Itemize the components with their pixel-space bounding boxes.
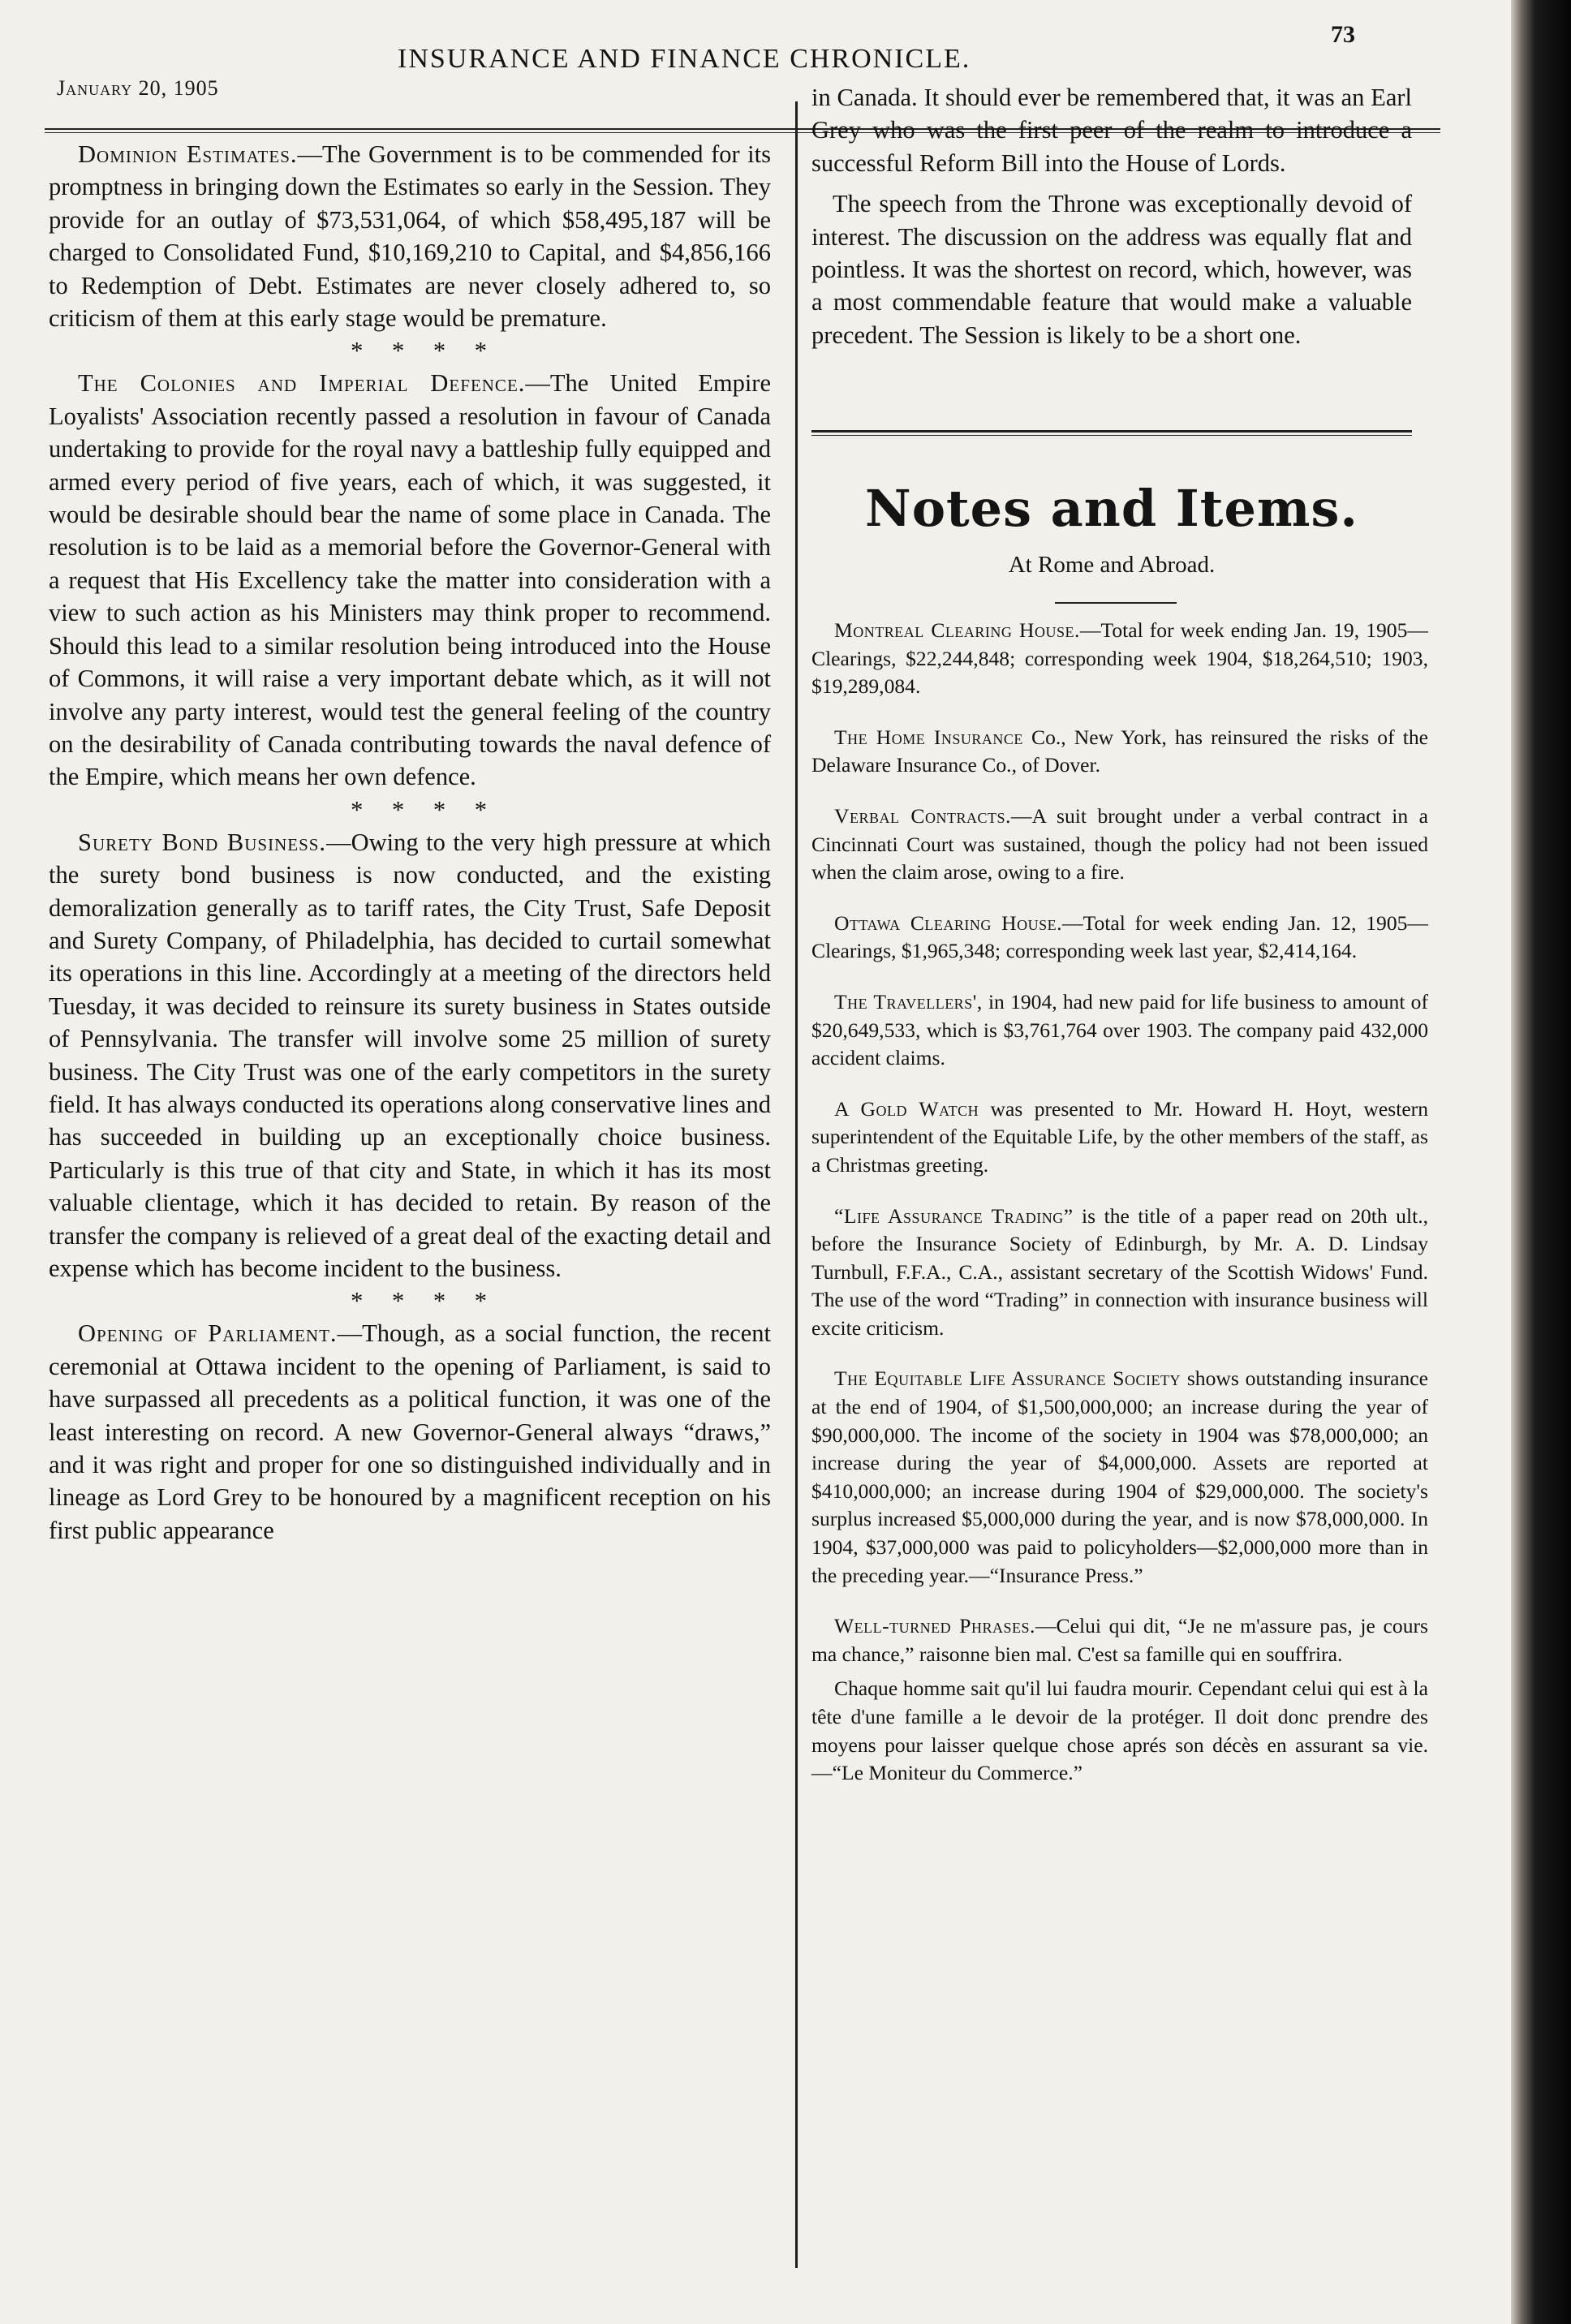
note-item (811, 1675, 1428, 1787)
journal-title: INSURANCE AND FINANCE CHRONICLE. (398, 44, 971, 74)
note-item (811, 1612, 1428, 1668)
note-body: shows outstanding insurance at the end of 1904, of $1,500,000,000; an increase during the year of $90,000,000. The income of the society in 1904 was $78,000,000; an increase during the year of $4,000,000. Assets are reported at $410,000,000; an increase during 1904 of $29,000,000. The society's surplus increased $5,000,000 during the year, and is now $78,000,000. In 1904, $37,000,000 was paid to policyholders—$2,000,000 more than in the preceding year.—“Insurance Press.” (811, 1366, 1428, 1587)
note-item (811, 1095, 1428, 1180)
article-body: —The United Empire Loyalists' Association recently passed a resolution in favour of Canada undertaking to provide for the royal navy a battleship fully equipped and armed every period of five years, each of which, it was suggested, it would be desirable should bear the name of some place in Canada. The resolution is to be laid as a memorial before the Governor-General with a request that His Excellency take the matter into consideration with a view to such action as his Ministers may think proper to recommend. Should this lead to a similar resolution being introduced into the House of Commons, it will raise a very important debate which, as it will not involve any party interest, would test the general feeling of the country on the desirability of Canada contributing towards the naval defence of the Empire, which means her own defence. (49, 369, 772, 791)
article-dominion-estimates (49, 138, 771, 334)
article-body: —Owing to the very high pressure at which the surety bond business is now conducted, and the existing demoralization generally as to tariff rates, the City Trust, Safe Deposit and Surety Company, of Philadelphia, has decided to curtail somewhat its operations in this line. Accordingly at a meeting of the directors held Tuesday, it was decided to reinsure its surety business in States outside of Pennsylvania. The transfer will involve some 25 million of surety business. The City Trust was one of the early competitors in the surety field. It has always conducted its operations along conservative lines and has succeeded in building up an exceptionally choice business. Particularly is this true of that city and State, in which it has its most valuable clientage, which it has decided to retain. By reason of the transfer the company is relieved of a great deal of the exacting detail and expense which has become incident to the business. (49, 828, 771, 1282)
right-column-continuation (811, 81, 1412, 359)
note-body: —Total for week ending Jan. 12, 1905—Clearings, $1,965,348; corresponding week last year, $2,414,164. (811, 910, 1429, 963)
section-separator: * * * * (351, 337, 498, 365)
left-column (49, 138, 771, 1547)
article-surety-bond (49, 826, 771, 1285)
article-heading: The Colonies and Imperial Defence. (78, 369, 526, 398)
article-imperial-defence (49, 367, 771, 793)
note-item (811, 724, 1428, 780)
notes-section-subtitle: At Rome and Abroad. (1008, 552, 1216, 578)
article-opening-parliament (49, 1317, 771, 1547)
note-item (811, 910, 1428, 966)
note-heading: “Life Assurance Trading” (834, 1203, 1074, 1228)
article-body: —Though, as a social function, the recent ceremonial at Ottawa incident to the opening of Parliament, is said to have surpassed all precedents as a political function, it was one of the least interesting on record. A new Governor-General always “draws,” and it was right and proper for one so distinguished individually and in lineage as Lord Grey to be honoured by a magnificent reception on his first public appearance (49, 1319, 771, 1544)
note-heading: Well-turned Phrases. (834, 1614, 1035, 1638)
section-separator: * * * * (351, 1287, 498, 1315)
note-body: —Total for week ending Jan. 19, 1905—Clearings, $22,244,848; corresponding week 1904, $18,264,510; 1903, $19,289,084. (811, 618, 1428, 699)
note-item (811, 1203, 1428, 1343)
column-divider (795, 101, 798, 2268)
note-body: is the title of a paper read on 20th ult., before the Insurance Society of Edinburgh, by Mr. A. D. Lindsay Turnbull, F.F.A., C.A., assistant secretary of the Scottish Widows' Fund. The use of the word “Trading” in connection with insurance business will excite criticism. (811, 1203, 1428, 1340)
note-heading: Montreal Clearing House. (834, 618, 1080, 642)
issue-date: January 20, 1905 (57, 76, 219, 100)
subtitle-rule (1055, 602, 1177, 604)
note-item (811, 617, 1428, 701)
continuation-text: in Canada. It should ever be remembered that, it was an Earl Grey who was the first peer of the realm to introduce a successful Reform Bill into the House of Lords. (811, 84, 1412, 177)
throne-speech-paragraph: The speech from the Throne was exceptionally devoid of interest. The discussion on the address was equally flat and pointless. It was the shortest on record, which, however, was a most commendable feature that would make a valuable precedent. The Session is likely to be a short one. (811, 190, 1412, 349)
note-heading: The Home Insurance (834, 725, 1023, 749)
book-edge (1511, 0, 1571, 2324)
note-heading: The Equitable Life Assurance Society (834, 1366, 1181, 1391)
section-rule (811, 430, 1412, 436)
note-heading: The Travellers', (834, 989, 983, 1014)
article-heading: Surety Bond Business. (78, 828, 327, 856)
article-heading: Opening of Parliament. (78, 1319, 338, 1348)
note-item (811, 988, 1428, 1073)
note-item (811, 803, 1428, 887)
article-heading: Dominion Estimates. (78, 140, 298, 168)
note-body: —Celui qui dit, “Je ne m'assure pas, je cours ma chance,” raisonne bien mal. C'est sa famille qui en souffrira. (811, 1614, 1428, 1666)
page-number: 73 (1331, 21, 1355, 48)
note-body: Co., New York, has reinsured the risks of the Delaware Insurance Co., of Dover. (811, 725, 1428, 777)
notes-list (811, 617, 1428, 1810)
section-separator: * * * * (351, 795, 498, 824)
note-heading: A Gold Watch (834, 1096, 979, 1121)
note-body: was presented to Mr. Howard H. Hoyt, western superintendent of the Equitable Life, by the other members of the staff, as a Christmas greeting. (811, 1096, 1428, 1177)
note-heading: Verbal Contracts. (834, 803, 1011, 828)
note-body: in 1904, had new paid for life business to amount of $20,649,533, which is $3,761,764 over 1903. The company paid 432,000 accident claims. (811, 989, 1429, 1070)
note-item (811, 1365, 1428, 1590)
notes-section-title: Notes and Items. (865, 479, 1358, 538)
note-body: —A suit brought under a verbal contract in a Cincinnati Court was sustained, though the policy had not been issued when the claim arose, owing to a fire. (811, 803, 1428, 884)
note-heading: Ottawa Clearing House. (834, 910, 1062, 935)
note-body: Chaque homme sait qu'il lui faudra mourir. Cependant celui qui est à la tête d'une famille a le devoir de la protéger. Il doit donc prendre des moyens pour laisser quelque chose aprés son décès en assurant sa vie.—“Le Moniteur du Commerce.” (811, 1676, 1428, 1785)
article-body: —The Government is to be commended for its promptness in bringing down the Estimates so early in the Session. They provide for an outlay of $73,531,064, of which $58,495,187 will be charged to Consolidated Fund, $10,169,210 to Capital, and $4,856,166 to Redemption of Debt. Estimates are never closely adhered to, so criticism of them at this early stage would be premature. (49, 140, 771, 333)
